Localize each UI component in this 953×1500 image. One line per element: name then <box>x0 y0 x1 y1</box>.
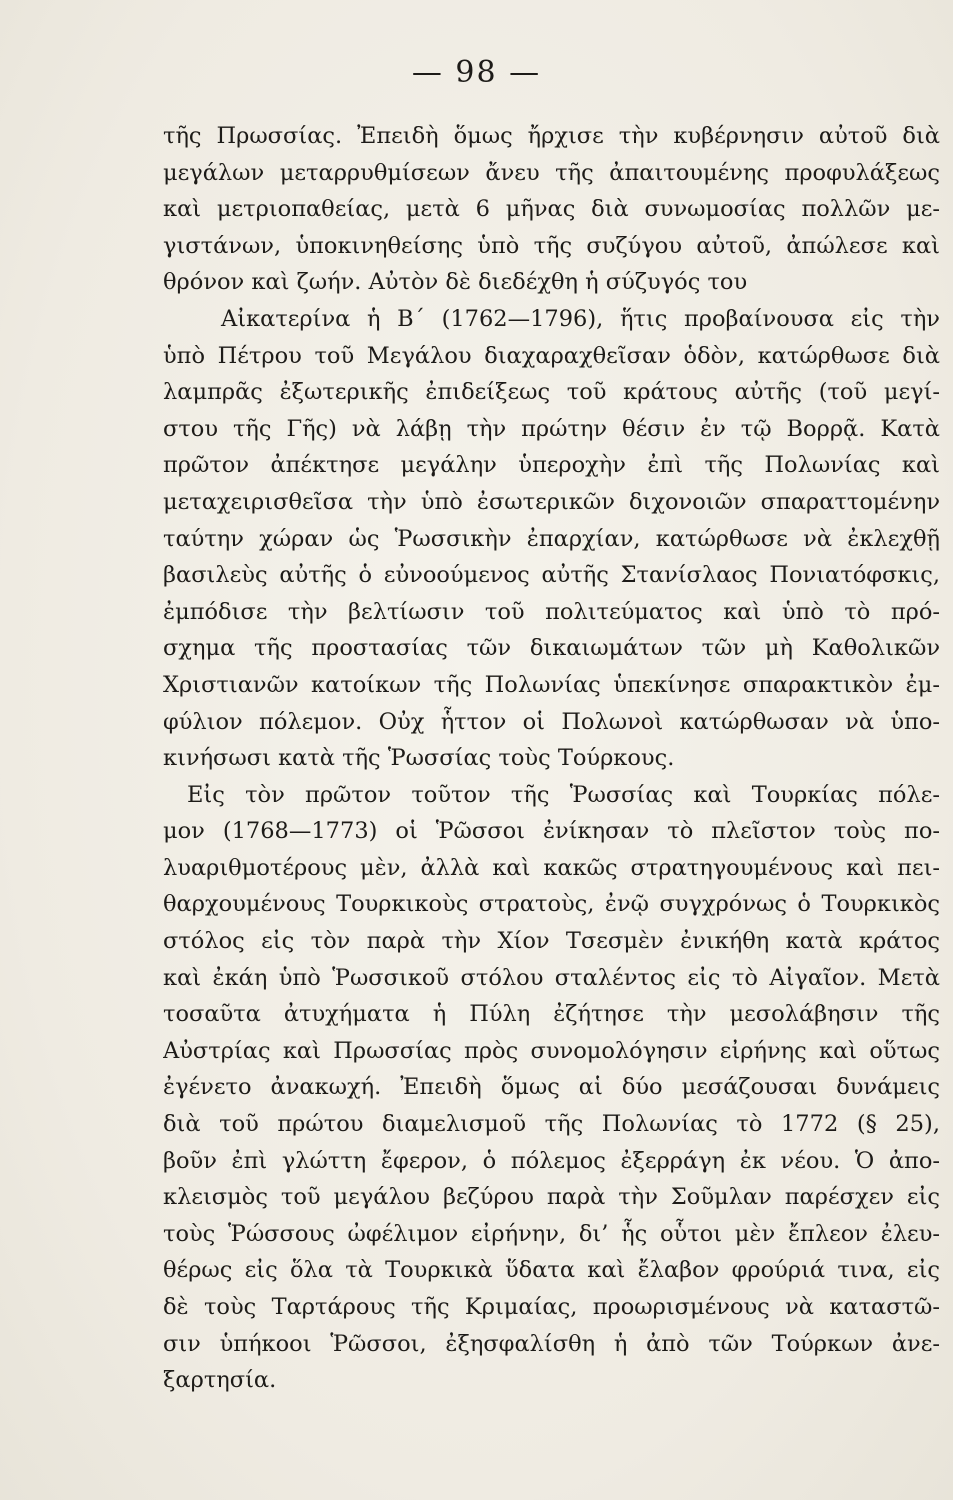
text-line: θρόνον καὶ ζωήν. Αὐτὸν δὲ διεδέχθη ἡ σύζυγός του <box>163 269 748 296</box>
text-line: μεταχειρισθεῖσα τὴν ὑπὸ ἐσωτερικῶν διχονοιῶν σπαραττομένην <box>163 488 940 515</box>
text-line: βοῦν ἐπὶ γλώττη ἔφερον, ὁ πόλεμος ἐξερράγη ἐκ νέου. Ὁ ἀπο- <box>163 1147 940 1174</box>
text-line: ταύτην χώραν ὡς Ῥωσσικὴν ἐπαρχίαν, κατώρθωσε νὰ ἐκλεχθῇ <box>163 525 940 552</box>
text-line: πρῶτον ἀπέκτησε μεγάλην ὑπεροχὴν ἐπὶ τῆς Πολωνίας καὶ <box>163 452 940 479</box>
text-line: λαμπρᾶς ἐξωτερικῆς ἐπιδείξεως τοῦ κράτους αὐτῆς (τοῦ μεγί- <box>163 379 940 406</box>
text-line: κλεισμὸς τοῦ μεγάλου βεζύρου παρὰ τὴν Σοῦμλαν παρέσχεν εἰς <box>163 1184 940 1211</box>
text-line: γιστάνων, ὑποκινηθείσης ὑπὸ τῆς συζύγου αὐτοῦ, ἀπώλεσε καὶ <box>163 232 940 259</box>
text-line: μον (1768—1773) οἱ Ῥῶσσοι ἐνίκησαν τὸ πλεῖστον τοὺς πο- <box>163 818 940 845</box>
text-line: μεγάλων μεταρρυθμίσεων ἄνευ τῆς ἀπαιτουμένης προφυλάξεως <box>163 159 940 186</box>
text-line: Χριστιανῶν κατοίκων τῆς Πολωνίας ὑπεκίνησε σπαρακτικὸν ἐμ- <box>163 671 940 698</box>
text-line: Αὐστρίας καὶ Πρωσσίας πρὸς συνομολόγησιν εἰρήνης καὶ οὕτως <box>163 1037 940 1064</box>
body-text <box>163 118 940 1399</box>
text-line: κινήσωσι κατὰ τῆς Ῥωσσίας τοὺς Τούρκους. <box>163 745 675 772</box>
text-line: τῆς Πρωσσίας. Ἐπειδὴ ὅμως ἤρχισε τὴν κυβέρνησιν αὐτοῦ διὰ <box>163 123 940 149</box>
text-line: σιν ὑπήκοοι Ῥῶσσοι, ἐξησφαλίσθη ἡ ἀπὸ τῶν Τούρκων ἀνε- <box>163 1330 940 1357</box>
text-line: ἐμπόδισε τὴν βελτίωσιν τοῦ πολιτεύματος καὶ ὑπὸ τὸ πρό- <box>163 598 940 625</box>
text-line: Εἰς τὸν πρῶτον τοῦτον τῆς Ῥωσσίας καὶ Τουρκίας πόλε- <box>187 781 940 808</box>
text-line: καὶ ἐκάη ὑπὸ Ῥωσσικοῦ στόλου σταλέντος εἰς τὸ Αἰγαῖον. Μετὰ <box>163 964 940 991</box>
text-line: ὑπὸ Πέτρου τοῦ Μεγάλου διαχαραχθεῖσαν ὁδὸν, κατώρθωσε διὰ <box>163 342 940 369</box>
text-line: θέρως εἰς ὅλα τὰ Τουρκικὰ ὕδατα καὶ ἔλαβον φρούριά τινα, εἰς <box>163 1257 940 1284</box>
text-line: θαρχουμένους Τουρκικοὺς στρατοὺς, ἐνῷ συγχρόνως ὁ Τουρκικὸς <box>163 891 940 918</box>
text-line: βασιλεὺς αὐτῆς ὁ εὐνοούμενος αὐτῆς Στανίσλαος Πονιατόφσκις, <box>163 562 940 589</box>
text-line: τοὺς Ῥώσσους ὠφέλιμον εἰρήνην, δι’ ἧς οὗτοι μὲν ἔπλεον ἐλευ- <box>163 1220 940 1247</box>
text-line: λυαριθμοτέρους μὲν, ἀλλὰ καὶ κακῶς στρατηγουμένους καὶ πει- <box>163 854 940 881</box>
text-line: στόλος εἰς τὸν παρὰ τὴν Χίον Τσεσμὲν ἐνικήθη κατὰ κράτος <box>163 928 940 955</box>
text-line: στου τῆς Γῆς) νὰ λάβῃ τὴν πρώτην θέσιν ἐν τῷ Βορρᾷ. Κατὰ <box>163 415 940 442</box>
text-line: Αἰκατερίνα ἡ Β΄ (1762—1796), ἥτις προβαίνουσα εἰς τὴν <box>221 305 940 332</box>
text-line: φύλιον πόλεμον. Οὐχ ἧττον οἱ Πολωνοὶ κατώρθωσαν νὰ ὑπο- <box>163 708 940 735</box>
text-line: καὶ μετριοπαθείας, μετὰ 6 μῆνας διὰ συνωμοσίας πολλῶν με- <box>163 196 940 223</box>
text-line: τοσαῦτα ἀτυχήματα ἡ Πύλη ἐζήτησε τὴν μεσολάβησιν τῆς <box>163 1001 940 1028</box>
text-line: σχημα τῆς προστασίας τῶν δικαιωμάτων τῶν μὴ Καθολικῶν <box>163 635 940 662</box>
text-line: ξαρτησία. <box>163 1367 277 1394</box>
text-line: δὲ τοὺς Ταρτάρους τῆς Κριμαίας, προωρισμένους νὰ καταστῶ- <box>163 1294 940 1320</box>
text-line: διὰ τοῦ πρώτου διαμελισμοῦ τῆς Πολωνίας τὸ 1772 (§ 25), <box>163 1111 940 1138</box>
page-number: — 98 — <box>411 55 542 90</box>
text-line: ἐγένετο ἀνακωχή. Ἐπειδὴ ὅμως αἱ δύο μεσάζουσαι δυνάμεις <box>163 1074 940 1101</box>
